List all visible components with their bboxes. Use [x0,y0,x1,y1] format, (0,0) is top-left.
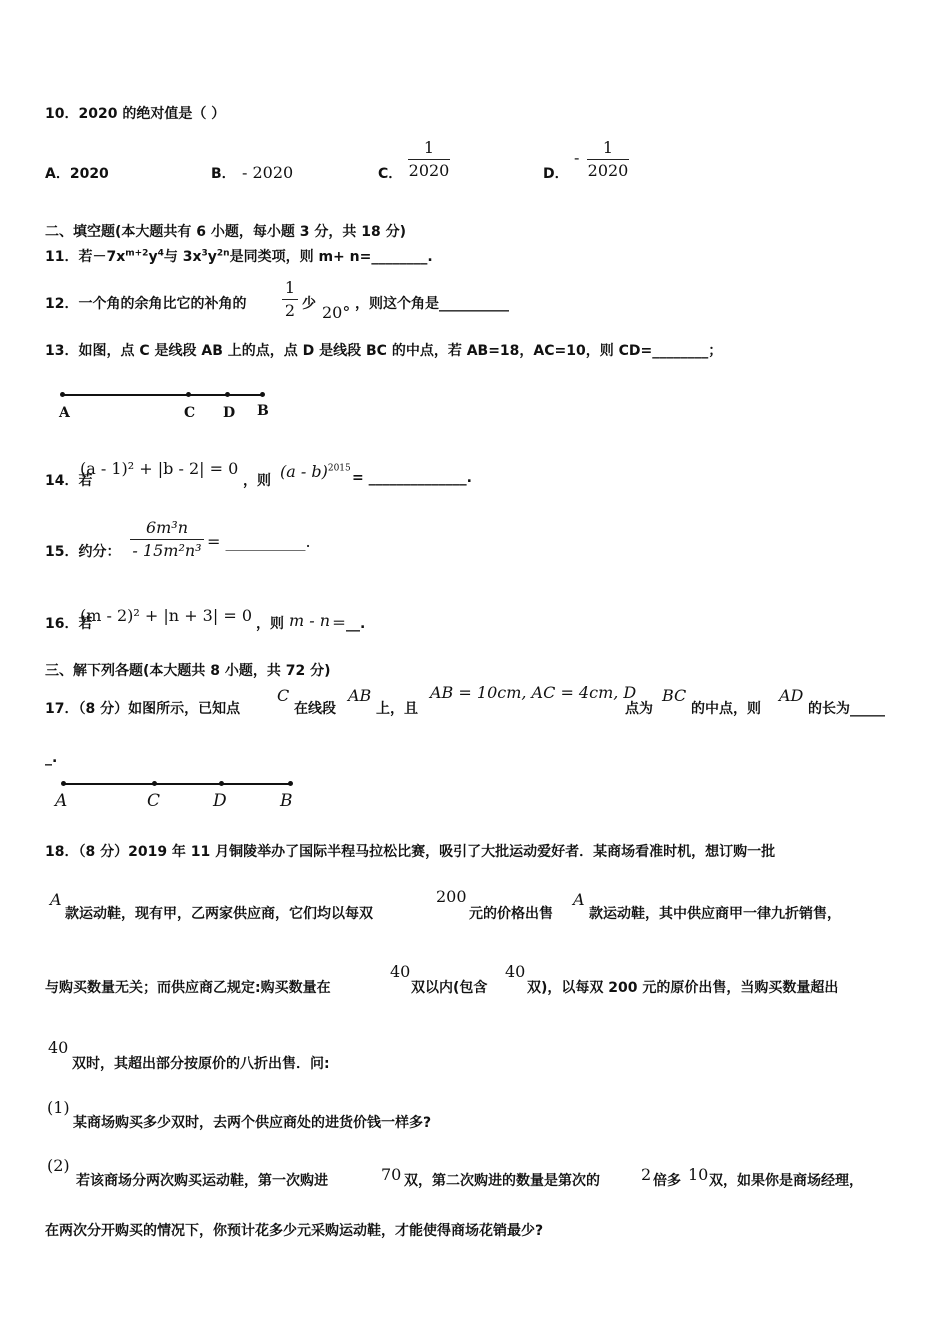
q13-point [60,392,65,397]
q18-line6: 在两次分开购买的情况下，你预计花多少元采购运动鞋，才能使得商场花销最少? [45,1223,544,1239]
q13-point [186,392,191,397]
fraction-bar [130,539,204,540]
fraction-numerator: 1 [423,138,435,157]
q10-stem: 10．2020 的绝对值是（ ） [45,106,226,122]
q13-point [225,392,230,397]
q17-segment [64,783,290,785]
q18-num-70: 70 [381,1165,402,1184]
q17-point-c: C [277,686,290,705]
fraction-denominator: 2020 [587,161,629,180]
q17-label-b: B [280,791,293,811]
q18-num-2: 2 [641,1165,652,1184]
fraction-numerator: 1 [284,278,296,297]
q17-condition: AB = 10cm, AC = 4cm, D [430,683,637,702]
fraction-bar [282,299,298,300]
q11-part: y [207,249,217,265]
q18-part2-marker: (2) [47,1156,70,1175]
q16-expr: (m - 2)² + |n + 3| = 0 [80,606,253,625]
q18-part2-text-c: 倍多 [653,1173,681,1189]
q10-option-d-fraction [587,138,629,181]
q18-line3a: 与购买数量无关；而供应商乙规定:购买数量在 [45,980,331,996]
q18-part1-marker: (1) [47,1098,70,1117]
q17-label-c: C [147,791,161,811]
q11-sup: m+2 [125,248,149,259]
q18-part1-text: 某商场购买多少双时，去两个供应商处的进货价钱一样多? [73,1115,432,1131]
q17-text2: 在线段 [294,701,336,717]
q17-point [288,781,293,786]
fraction-denominator: 2020 [408,161,450,180]
q17-text5: 的中点，则 [691,701,761,717]
q12-angle: 20° [322,303,351,322]
q17-point [219,781,224,786]
q14-base: (a - b) [280,462,328,481]
q11-sup: 2n [216,248,230,259]
fraction-denominator: - 15m²n³ [132,541,202,560]
q14-text1: 14．若 [45,473,93,489]
q12-text2: 少 [302,296,316,312]
q10-option-b-value: - 2020 [242,163,294,182]
q13-label-b: B [257,403,269,419]
q10-option-c-fraction [408,138,450,181]
q17-text3: 上，且 [376,701,418,717]
q17-label-d: D [213,791,227,811]
q18-line2b: 元的价格出售 [469,906,553,922]
q18-line2a: 款运动鞋，现有甲，乙两家供应商，它们均以每双 [65,906,373,922]
q18-line1: 18．（8 分）2019 年 11 月铜陵举办了国际半程马拉松比赛，吸引了大批运动爱好者．某商场看准时机，想订购一批 [45,844,776,860]
q18-part2-text-a: 若该商场分两次购买运动鞋，第一次购进 [76,1173,328,1189]
q18-num-10: 10 [688,1165,709,1184]
q17-label-a: A [55,791,68,811]
q18-num-40b: 40 [505,962,526,981]
q18-line4: 双时，其超出部分按原价的八折出售．问: [72,1056,330,1072]
q18-line3b: 双以内(包含 [411,980,488,996]
q13-label-d: D [223,405,236,421]
q11-part: 与 3x [163,249,202,265]
q10-option-a: A．2020 [45,166,109,182]
q16-expr2: m - n [289,611,331,630]
q13-label-c: C [184,405,196,421]
q14-expr1: (a - 1)² + |b - 2| = 0 [80,459,239,478]
fraction-denominator: 2 [284,301,296,320]
q11-sup: 4 [157,248,164,259]
q18-num-40a: 40 [390,962,411,981]
q13-point [260,392,265,397]
q10-option-b-label: B． [211,166,236,182]
q11-text [45,246,433,266]
q14-exponent: 2015 [327,463,351,474]
q11-part: y [148,249,158,265]
q13-label-a: A [59,405,70,421]
q17-text6: 的长为_____ [808,701,885,717]
q18-num-40c: 40 [48,1038,69,1057]
q12-text3: ，则这个角是__________ [355,296,509,312]
q12-fraction [282,278,298,321]
q17-segment-ad: AD [779,686,804,705]
q16-text1: 16．若 [45,616,93,632]
q15-text2: = __________. [207,532,311,551]
fraction-numerator: 1 [602,138,614,157]
q18-num-200: 200 [436,887,467,906]
q11-sup: 3 [201,248,208,259]
q14-text2: ，则 [243,473,271,489]
fraction-numerator: 6m³n [145,518,189,537]
fraction-bar [587,159,629,160]
q15-text1: 15．约分： [45,544,121,560]
q14-text3: = ______________. [352,470,472,486]
q18-var-a2: A [573,890,585,909]
q18-line2c: 款运动鞋，其中供应商甲一律九折销售， [589,906,841,922]
section2-title: 二、填空题(本大题共有 6 小题，每小题 3 分，共 18 分) [45,224,407,240]
q10-option-d-sign: - [574,148,580,167]
q17-segment-ab: AB [348,686,372,705]
q11-part: 是同类项，则 m+ n=________. [229,249,433,265]
q18-var-a1: A [50,890,62,909]
q18-part2-text-d: 双，如果你是商场经理， [709,1173,863,1189]
q14-expr2 [280,462,351,481]
q18-part2-text-b: 双，第二次购进的数量是第次的 [404,1173,600,1189]
q17-point [152,781,157,786]
q16-text2: ，则 [256,616,284,632]
q12-text1: 12．一个角的余角比它的补角的 [45,296,247,312]
fraction-bar [408,159,450,160]
q13-segment [62,394,262,396]
q17-segment-bc: BC [662,686,687,705]
q17-text4: 点为 [625,701,653,717]
q17-point [61,781,66,786]
q13-text: 13．如图，点 C 是线段 AB 上的点，点 D 是线段 BC 的中点，若 AB=18，AC=10，则 CD=________； [45,343,723,359]
q10-option-d-label: D． [543,166,569,182]
q11-part: 11．若－7x [45,249,126,265]
section3-title: 三、解下列各题(本大题共 8 小题，共 72 分) [45,663,331,679]
q18-line3c: 双)，以每双 200 元的原价出售，当购买数量超出 [527,980,839,996]
q17-text7: _. [45,750,58,766]
q16-text3: ＝__. [332,616,366,632]
q17-text1: 17．（8 分）如图所示，已知点 [45,701,241,717]
q10-option-c-label: C． [378,166,403,182]
q15-fraction [130,518,204,561]
